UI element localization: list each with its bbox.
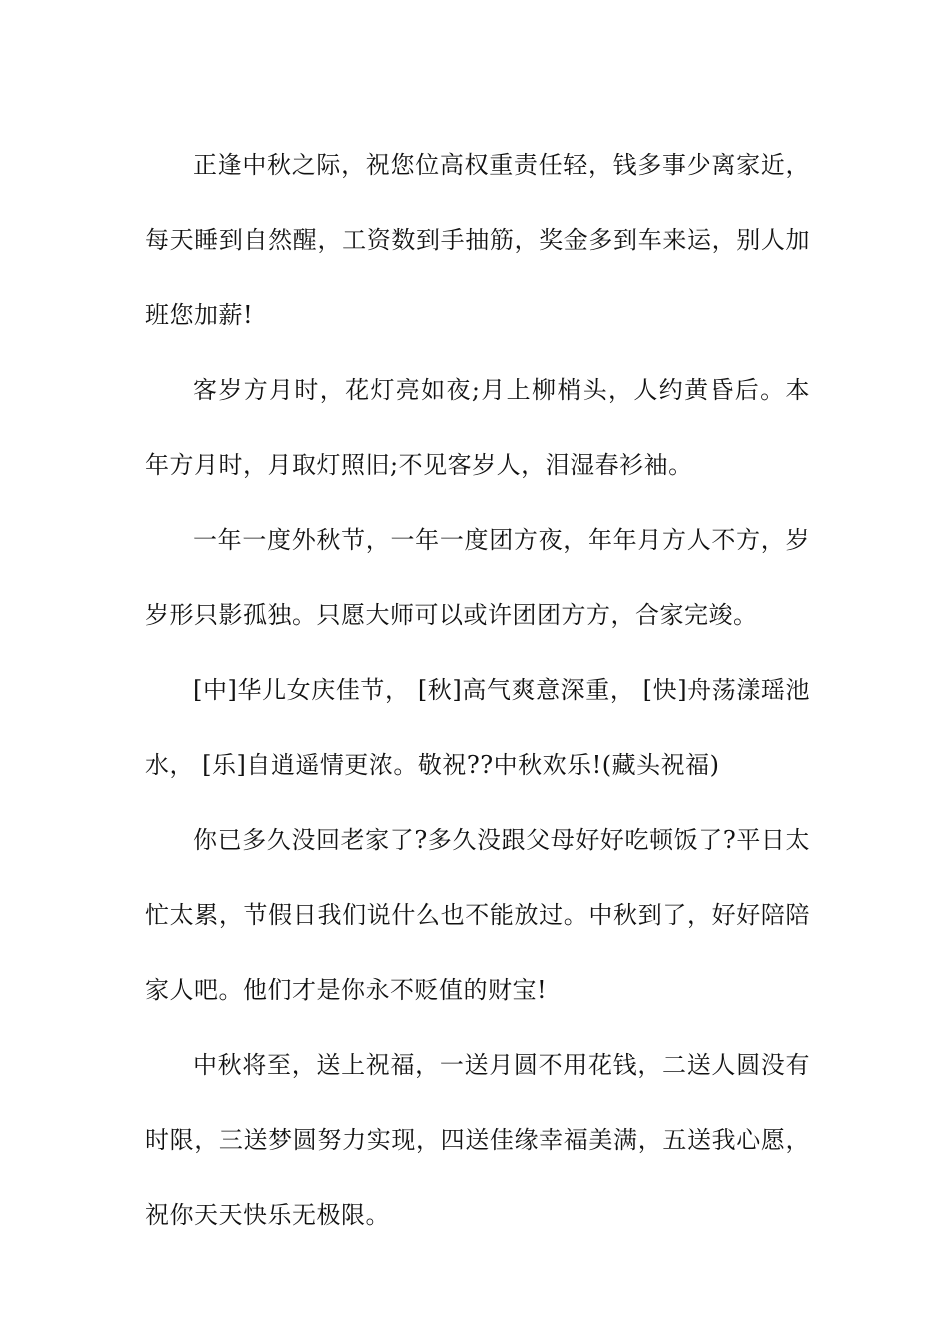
paragraph-4: [中]华儿女庆佳节， [秋]高气爽意深重， [快]舟荡漾瑶池水， [乐]自逍遥情更浓。敬祝??中秋欢乐!(藏头祝福) — [145, 676, 810, 779]
paragraph-2: 客岁方月时，花灯亮如夜;月上柳梢头，人约黄昏后。本年方月时，月取灯照旧;不见客岁人，泪湿春衫袖。 — [145, 376, 810, 479]
paragraph-5: 你已多久没回老家了?多久没跟父母好好吃顿饭了?平日太忙太累，节假日我们说什么也不能放过。中秋到了，好好陪陪家人吧。他们才是你永不贬值的财宝! — [145, 826, 810, 1004]
paragraph-3: 一年一度外秋节，一年一度团方夜，年年月方人不方，岁岁形只影孤独。只愿大师可以或许团团方方，合家完竣。 — [145, 526, 810, 629]
document-body — [145, 128, 810, 1253]
paragraph-1: 正逢中秋之际，祝您位高权重责任轻，钱多事少离家近，每天睡到自然醒，工资数到手抽筋，奖金多到车来运，别人加班您加薪! — [145, 151, 810, 329]
paragraph-6: 中秋将至，送上祝福，一送月圆不用花钱，二送人圆没有时限，三送梦圆努力实现，四送佳缘幸福美满，五送我心愿，祝你天天快乐无极限。 — [145, 1051, 810, 1229]
